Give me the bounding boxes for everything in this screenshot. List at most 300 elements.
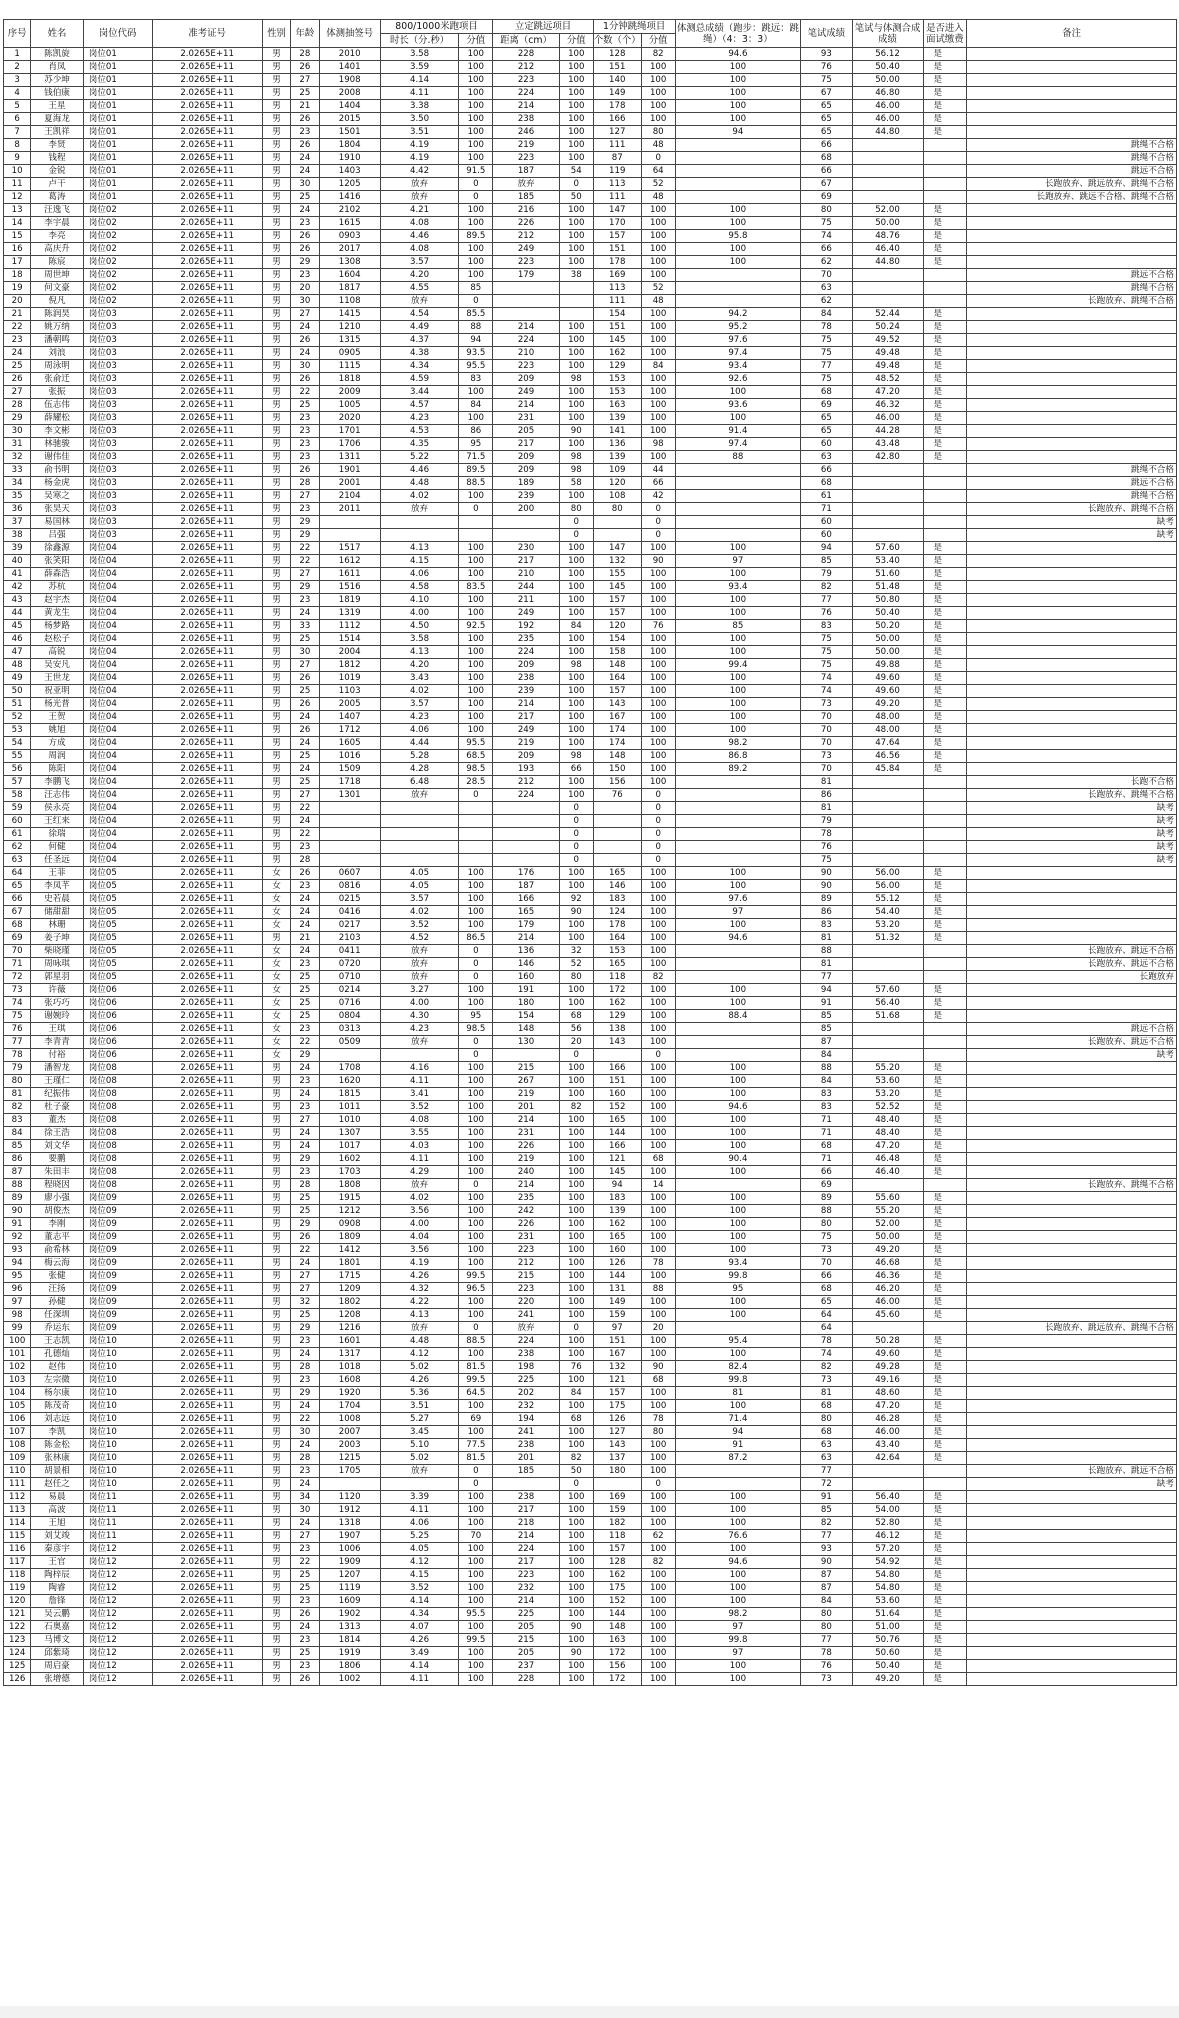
cell-rope-count: 163 (593, 1634, 641, 1647)
cell-jump-score: 0 (559, 828, 593, 841)
col-draw-no: 体测抽签号 (319, 20, 380, 48)
cell-written: 75 (801, 633, 852, 646)
col-total: 体测总成绩（跑步：跳远：跳绳）（4：3：3） (675, 20, 801, 48)
cell-seq: 93 (4, 1244, 31, 1257)
cell-rope-count (593, 802, 641, 815)
cell-combined: 52.00 (852, 204, 923, 217)
cell-seq: 58 (4, 789, 31, 802)
cell-run-time: 4.08 (380, 1114, 459, 1127)
cell-gender: 男 (262, 412, 290, 425)
cell-jump-score: 82 (559, 1452, 593, 1465)
cell-run-time: 放弃 (380, 1036, 459, 1049)
cell-age: 25 (291, 1582, 319, 1595)
cell-written: 70 (801, 1257, 852, 1270)
cell-total: 88.4 (675, 1010, 801, 1023)
cell-total: 100 (675, 919, 801, 932)
cell-name: 倪凡 (31, 295, 83, 308)
cell-run-time: 4.08 (380, 217, 459, 230)
cell-draw-no: 1514 (319, 633, 380, 646)
cell-rope-count: 119 (593, 165, 641, 178)
cell-run-time: 3.58 (380, 48, 459, 61)
cell-jump-dist: 189 (493, 477, 560, 490)
cell-remark (967, 1504, 1177, 1517)
cell-rope-score: 100 (641, 1400, 675, 1413)
table-row (4, 1062, 1177, 1075)
cell-draw-no: 2009 (319, 386, 380, 399)
cell-total: 91.4 (675, 425, 801, 438)
table-row (4, 646, 1177, 659)
cell-draw-no: 2020 (319, 412, 380, 425)
cell-ticket: 2.0265E+11 (152, 1569, 262, 1582)
cell-ticket: 2.0265E+11 (152, 1556, 262, 1569)
cell-rope-score: 88 (641, 1283, 675, 1296)
table-row (4, 1361, 1177, 1374)
cell-total: 99.8 (675, 1270, 801, 1283)
cell-jump-score: 68 (559, 1010, 593, 1023)
cell-ticket: 2.0265E+11 (152, 1036, 262, 1049)
cell-draw-no: 1501 (319, 126, 380, 139)
cell-rope-count: 145 (593, 334, 641, 347)
cell-jump-dist: 223 (493, 1244, 560, 1257)
cell-combined: 49.16 (852, 1374, 923, 1387)
cell-position-code: 岗位03 (83, 490, 152, 503)
cell-jump-score: 98 (559, 451, 593, 464)
cell-draw-no (319, 516, 380, 529)
table-row (4, 126, 1177, 139)
table-row (4, 828, 1177, 841)
cell-run-time: 4.29 (380, 1166, 459, 1179)
cell-remark (967, 1166, 1177, 1179)
cell-interview: 是 (923, 1647, 967, 1660)
cell-name: 徐鑫源 (31, 542, 83, 555)
cell-remark (967, 672, 1177, 685)
cell-position-code: 岗位05 (83, 971, 152, 984)
table-row (4, 1400, 1177, 1413)
cell-seq: 76 (4, 1023, 31, 1036)
cell-run-time: 4.30 (380, 1010, 459, 1023)
cell-written: 85 (801, 1023, 852, 1036)
cell-run-score: 100 (459, 698, 493, 711)
cell-run-time: 4.19 (380, 1257, 459, 1270)
cell-interview: 是 (923, 1283, 967, 1296)
cell-gender: 男 (262, 282, 290, 295)
cell-run-score (459, 854, 493, 867)
cell-rope-score: 48 (641, 295, 675, 308)
cell-draw-no: 1509 (319, 763, 380, 776)
table-row (4, 958, 1177, 971)
cell-name: 易晨 (31, 1491, 83, 1504)
cell-remark (967, 581, 1177, 594)
cell-draw-no: 1215 (319, 1452, 380, 1465)
table-row (4, 594, 1177, 607)
table-row (4, 178, 1177, 191)
cell-rope-score: 100 (641, 1218, 675, 1231)
cell-run-score: 100 (459, 724, 493, 737)
cell-written: 81 (801, 802, 852, 815)
cell-gender: 男 (262, 490, 290, 503)
cell-draw-no: 1915 (319, 1192, 380, 1205)
cell-position-code: 岗位01 (83, 74, 152, 87)
cell-interview: 是 (923, 308, 967, 321)
cell-jump-dist (493, 1478, 560, 1491)
cell-rope-score: 100 (641, 776, 675, 789)
cell-combined (852, 1023, 923, 1036)
cell-seq: 40 (4, 555, 31, 568)
cell-run-score: 100 (459, 1400, 493, 1413)
cell-written: 81 (801, 1387, 852, 1400)
cell-total: 97 (675, 1647, 801, 1660)
cell-run-time: 4.28 (380, 763, 459, 776)
cell-gender: 男 (262, 1335, 290, 1348)
cell-jump-dist: 185 (493, 1465, 560, 1478)
cell-interview: 是 (923, 399, 967, 412)
cell-run-score: 88.5 (459, 1335, 493, 1348)
cell-written: 60 (801, 529, 852, 542)
cell-run-score: 0 (459, 789, 493, 802)
cell-combined: 48.52 (852, 373, 923, 386)
cell-combined: 49.60 (852, 1348, 923, 1361)
cell-rope-count: 170 (593, 217, 641, 230)
cell-jump-dist: 194 (493, 1413, 560, 1426)
cell-run-score: 98.5 (459, 1023, 493, 1036)
cell-jump-dist: 223 (493, 256, 560, 269)
cell-jump-dist: 249 (493, 386, 560, 399)
cell-run-score: 100 (459, 1192, 493, 1205)
cell-name: 詹锋 (31, 1595, 83, 1608)
cell-seq: 7 (4, 126, 31, 139)
cell-remark (967, 555, 1177, 568)
cell-run-score: 100 (459, 217, 493, 230)
cell-run-time: 3.52 (380, 1582, 459, 1595)
cell-jump-score: 100 (559, 1439, 593, 1452)
cell-written: 85 (801, 1010, 852, 1023)
cell-total (675, 971, 801, 984)
cell-remark (967, 412, 1177, 425)
cell-run-score: 100 (459, 867, 493, 880)
cell-name: 黄龙生 (31, 607, 83, 620)
cell-total (675, 1049, 801, 1062)
cell-remark (967, 87, 1177, 100)
cell-run-score: 83.5 (459, 581, 493, 594)
cell-seq: 105 (4, 1400, 31, 1413)
cell-rope-score: 100 (641, 867, 675, 880)
cell-interview: 是 (923, 321, 967, 334)
cell-interview (923, 503, 967, 516)
cell-gender: 男 (262, 87, 290, 100)
cell-written: 77 (801, 1634, 852, 1647)
cell-gender: 男 (262, 1361, 290, 1374)
cell-remark (967, 1413, 1177, 1426)
cell-run-time: 6.48 (380, 776, 459, 789)
cell-combined: 46.56 (852, 750, 923, 763)
cell-ticket: 2.0265E+11 (152, 74, 262, 87)
cell-written: 76 (801, 607, 852, 620)
cell-ticket: 2.0265E+11 (152, 217, 262, 230)
cell-gender: 女 (262, 893, 290, 906)
cell-position-code: 岗位01 (83, 178, 152, 191)
cell-age: 26 (291, 139, 319, 152)
cell-draw-no: 1817 (319, 282, 380, 295)
cell-interview: 是 (923, 347, 967, 360)
cell-interview: 是 (923, 1296, 967, 1309)
cell-run-score (459, 802, 493, 815)
table-row (4, 516, 1177, 529)
cell-rope-score: 100 (641, 581, 675, 594)
cell-gender: 男 (262, 165, 290, 178)
cell-rope-score: 0 (641, 789, 675, 802)
cell-draw-no: 1902 (319, 1608, 380, 1621)
cell-position-code: 岗位03 (83, 464, 152, 477)
cell-draw-no: 1601 (319, 1335, 380, 1348)
cell-combined: 46.40 (852, 243, 923, 256)
cell-total: 100 (675, 217, 801, 230)
cell-jump-dist (493, 854, 560, 867)
cell-draw-no (319, 854, 380, 867)
cell-run-time (380, 854, 459, 867)
cell-run-score: 100 (459, 984, 493, 997)
cell-rope-count: 111 (593, 139, 641, 152)
cell-rope-count: 183 (593, 1192, 641, 1205)
cell-combined: 54.40 (852, 906, 923, 919)
cell-position-code: 岗位05 (83, 893, 152, 906)
cell-run-time: 4.21 (380, 204, 459, 217)
cell-name: 苏少坤 (31, 74, 83, 87)
table-row (4, 1218, 1177, 1231)
cell-jump-score: 98 (559, 464, 593, 477)
cell-jump-dist: 205 (493, 1647, 560, 1660)
cell-jump-dist: 231 (493, 1127, 560, 1140)
cell-seq: 79 (4, 1062, 31, 1075)
cell-draw-no (319, 802, 380, 815)
cell-interview: 是 (923, 672, 967, 685)
cell-name: 纪振伟 (31, 1088, 83, 1101)
cell-name: 谢伟佳 (31, 451, 83, 464)
cell-jump-score: 32 (559, 945, 593, 958)
cell-total (675, 178, 801, 191)
cell-position-code: 岗位01 (83, 61, 152, 74)
cell-draw-no: 1210 (319, 321, 380, 334)
table-row (4, 672, 1177, 685)
cell-jump-score: 90 (559, 425, 593, 438)
cell-ticket: 2.0265E+11 (152, 1075, 262, 1088)
cell-seq: 80 (4, 1075, 31, 1088)
cell-gender: 男 (262, 1595, 290, 1608)
cell-ticket: 2.0265E+11 (152, 113, 262, 126)
cell-total: 94.2 (675, 308, 801, 321)
cell-age: 28 (291, 1361, 319, 1374)
cell-draw-no: 0905 (319, 347, 380, 360)
cell-remark (967, 451, 1177, 464)
cell-combined: 56.00 (852, 867, 923, 880)
cell-written: 73 (801, 1374, 852, 1387)
cell-jump-dist: 231 (493, 412, 560, 425)
cell-run-score (459, 841, 493, 854)
results-table (3, 19, 1177, 1686)
cell-remark (967, 1296, 1177, 1309)
cell-combined: 46.00 (852, 1426, 923, 1439)
table-row (4, 607, 1177, 620)
cell-jump-dist (493, 841, 560, 854)
cell-ticket: 2.0265E+11 (152, 1166, 262, 1179)
cell-draw-no: 1605 (319, 737, 380, 750)
cell-draw-no: 1708 (319, 1062, 380, 1075)
cell-remark (967, 1088, 1177, 1101)
cell-jump-dist: 249 (493, 243, 560, 256)
cell-seq: 6 (4, 113, 31, 126)
cell-interview (923, 802, 967, 815)
cell-total (675, 516, 801, 529)
cell-name: 乔运东 (31, 1322, 83, 1335)
cell-position-code: 岗位01 (83, 87, 152, 100)
cell-name: 伍志伟 (31, 399, 83, 412)
cell-interview: 是 (923, 61, 967, 74)
col-interview: 是否进入面试缴费 (923, 20, 967, 48)
cell-written: 77 (801, 360, 852, 373)
cell-jump-score: 100 (559, 1244, 593, 1257)
cell-total: 94 (675, 1426, 801, 1439)
cell-interview (923, 776, 967, 789)
cell-gender: 男 (262, 1400, 290, 1413)
table-row (4, 711, 1177, 724)
cell-jump-dist: 214 (493, 1595, 560, 1608)
cell-remark (967, 1452, 1177, 1465)
table-row (4, 1660, 1177, 1673)
cell-gender: 男 (262, 152, 290, 165)
cell-remark (967, 932, 1177, 945)
cell-rope-count: 108 (593, 490, 641, 503)
cell-seq: 86 (4, 1153, 31, 1166)
cell-rope-score: 100 (641, 308, 675, 321)
cell-jump-score: 98 (559, 659, 593, 672)
cell-interview (923, 529, 967, 542)
cell-rope-count: 162 (593, 1218, 641, 1231)
cell-jump-dist (493, 828, 560, 841)
cell-position-code: 岗位02 (83, 282, 152, 295)
cell-remark (967, 74, 1177, 87)
cell-run-score: 100 (459, 646, 493, 659)
cell-jump-score: 98 (559, 373, 593, 386)
cell-rope-count: 149 (593, 1296, 641, 1309)
cell-remark (967, 217, 1177, 230)
cell-run-time: 4.11 (380, 1673, 459, 1686)
cell-ticket: 2.0265E+11 (152, 1114, 262, 1127)
cell-combined (852, 165, 923, 178)
cell-age: 24 (291, 893, 319, 906)
cell-remark: 缺考 (967, 1049, 1177, 1062)
cell-name: 赵任之 (31, 1478, 83, 1491)
cell-interview: 是 (923, 1387, 967, 1400)
cell-run-score: 89.5 (459, 464, 493, 477)
cell-rope-count: 124 (593, 906, 641, 919)
cell-rope-score: 76 (641, 620, 675, 633)
cell-name: 李宇晨 (31, 217, 83, 230)
cell-run-score: 100 (459, 113, 493, 126)
cell-rope-count: 109 (593, 464, 641, 477)
cell-combined: 46.20 (852, 1283, 923, 1296)
cell-position-code: 岗位08 (83, 1088, 152, 1101)
cell-written: 88 (801, 1062, 852, 1075)
cell-rope-score: 100 (641, 334, 675, 347)
cell-jump-score: 100 (559, 1296, 593, 1309)
cell-age: 26 (291, 373, 319, 386)
cell-combined: 44.28 (852, 425, 923, 438)
cell-gender: 男 (262, 1452, 290, 1465)
cell-seq: 125 (4, 1660, 31, 1673)
cell-remark (967, 1140, 1177, 1153)
cell-age: 23 (291, 451, 319, 464)
cell-combined: 55.20 (852, 1205, 923, 1218)
cell-draw-no: 1308 (319, 256, 380, 269)
cell-written: 81 (801, 776, 852, 789)
cell-seq: 61 (4, 828, 31, 841)
cell-gender: 女 (262, 984, 290, 997)
cell-run-time: 4.35 (380, 438, 459, 451)
cell-total: 100 (675, 1218, 801, 1231)
cell-rope-score: 100 (641, 100, 675, 113)
cell-jump-score: 54 (559, 165, 593, 178)
cell-interview: 是 (923, 880, 967, 893)
cell-total (675, 191, 801, 204)
cell-rope-count: 156 (593, 1660, 641, 1673)
cell-position-code: 岗位09 (83, 1309, 152, 1322)
cell-rope-count: 121 (593, 1374, 641, 1387)
cell-jump-dist: 215 (493, 1270, 560, 1283)
table-row (4, 1595, 1177, 1608)
cell-rope-score: 42 (641, 490, 675, 503)
cell-position-code: 岗位02 (83, 295, 152, 308)
cell-written: 75 (801, 659, 852, 672)
cell-interview: 是 (923, 1660, 967, 1673)
cell-combined: 50.00 (852, 646, 923, 659)
cell-run-time: 4.32 (380, 1283, 459, 1296)
cell-position-code: 岗位09 (83, 1257, 152, 1270)
cell-ticket: 2.0265E+11 (152, 1244, 262, 1257)
table-row (4, 971, 1177, 984)
cell-name: 李凯 (31, 1426, 83, 1439)
cell-rope-score: 100 (641, 1166, 675, 1179)
cell-ticket: 2.0265E+11 (152, 464, 262, 477)
cell-remark (967, 1348, 1177, 1361)
cell-draw-no: 1608 (319, 1374, 380, 1387)
cell-written: 75 (801, 646, 852, 659)
cell-name: 俞书明 (31, 464, 83, 477)
cell-gender: 男 (262, 1426, 290, 1439)
cell-rope-score: 100 (641, 373, 675, 386)
cell-jump-score: 0 (559, 529, 593, 542)
cell-rope-score: 100 (641, 321, 675, 334)
cell-jump-dist: 225 (493, 1608, 560, 1621)
cell-rope-count: 121 (593, 1153, 641, 1166)
cell-written: 74 (801, 672, 852, 685)
cell-written: 60 (801, 516, 852, 529)
cell-ticket: 2.0265E+11 (152, 555, 262, 568)
cell-jump-score: 100 (559, 321, 593, 334)
cell-jump-score: 58 (559, 477, 593, 490)
table-row (4, 906, 1177, 919)
cell-total: 89.2 (675, 763, 801, 776)
cell-combined (852, 464, 923, 477)
cell-run-time: 4.02 (380, 685, 459, 698)
cell-run-score (459, 815, 493, 828)
cell-draw-no: 1002 (319, 1673, 380, 1686)
cell-age: 29 (291, 529, 319, 542)
cell-draw-no: 1517 (319, 542, 380, 555)
cell-draw-no: 2005 (319, 698, 380, 711)
col-rope-count: 个数（个） (593, 35, 641, 46)
cell-remark (967, 1205, 1177, 1218)
cell-draw-no: 1016 (319, 750, 380, 763)
cell-gender: 男 (262, 1543, 290, 1556)
